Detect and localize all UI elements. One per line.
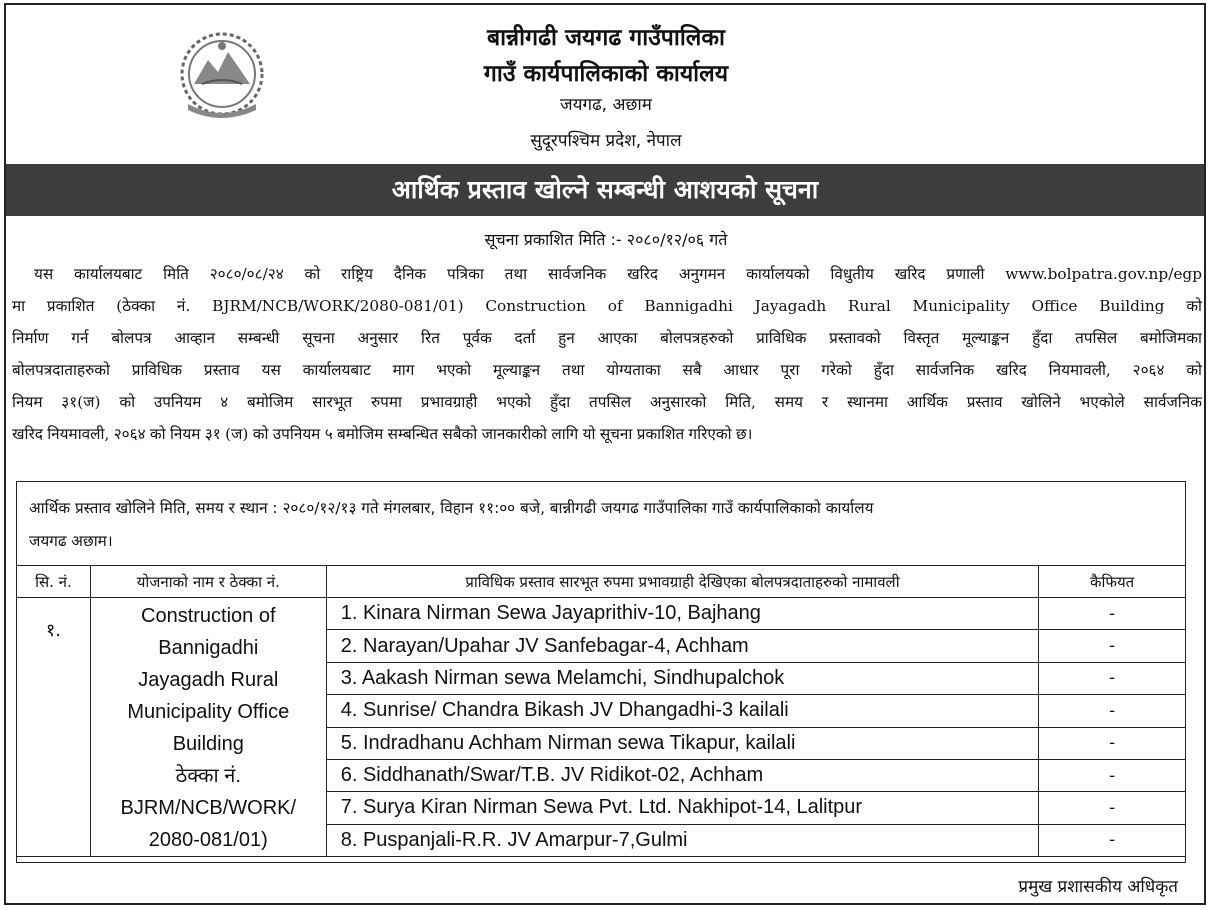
signatory-title: प्रमुख प्रशासकीय अधिकृत [1018, 877, 1178, 897]
table-header-row [17, 566, 1186, 598]
opening-details-box [16, 481, 1186, 863]
bidder-remark: - [1039, 759, 1186, 791]
bidder-remark: - [1039, 792, 1186, 824]
province-country: सुदूरपश्चिम प्रदेश, नेपाल [530, 131, 682, 151]
bidder-remark: - [1039, 824, 1186, 856]
col-header-remarks: कैफियत [1039, 566, 1186, 598]
project-line: Building [172, 733, 244, 755]
bidder-remark: - [1039, 727, 1186, 759]
bidder-name: 6. Siddhanath/Swar/T.B. JV Ridikot-02, Achham [326, 759, 1039, 791]
project-line: ठेक्का नं. [175, 765, 241, 787]
bidder-name: 1. Kinara Nirman Sewa Jayaprithiv-10, Bajhang [326, 598, 1039, 630]
office-location: जयगढ, अछाम [560, 95, 652, 115]
project-line: Jayagadh Rural [138, 669, 279, 691]
table-row [17, 598, 1186, 630]
bidder-remark: - [1039, 662, 1186, 694]
serial-number: १. [17, 598, 91, 857]
body-line: खरिद नियमावली, २०६४ को नियम ३१ (ज) को उपनियम ५ बमोजिम सम्बन्धित सबैको जानकारीको लागि यो सूचना प्रकाशित गरिएको छ। [12, 425, 753, 443]
bidder-name: 5. Indradhanu Achham Nirman sewa Tikapur, kailali [326, 727, 1039, 759]
bidders-table [16, 565, 1186, 857]
bidder-remark: - [1039, 630, 1186, 662]
bidder-remark: - [1039, 695, 1186, 727]
project-name [90, 598, 326, 857]
bidder-name: 4. Sunrise/ Chandra Bikash JV Dhangadhi-3 kailali [326, 695, 1039, 727]
bidder-remark: - [1039, 598, 1186, 630]
opening-line: आर्थिक प्रस्ताव खोलिने मिति, समय र स्थान : २०८०/१२/१३ गते मंगलबार, विहान ११:०० बजे, बान्नीगढी जयगढ गाउँपालिका गाउँ कार्यपालिकाको कार्यालय [29, 499, 874, 517]
bidder-name: 7. Surya Kiran Nirman Sewa Pvt. Ltd. Nakhipot-14, Lalitpur [326, 792, 1039, 824]
body-line: निर्माण गर्न बोलपत्र आव्हान सम्बन्धी सूचना अनुसार रित पूर्वक दर्ता हुन आएका बोलपत्रहरुको प्राविधिक प्रस्तावको विस्तृत मूल्याङ्कन हुँदा तपसिल बमोजिमका [12, 329, 1202, 347]
project-line: 2080-081/01) [148, 829, 268, 851]
municipality-name: बान्नीगढी जयगढ गाउँपालिका [486, 25, 726, 51]
body-line: मा प्रकाशित (ठेक्का नं. BJRM/NCB/WORK/2080-081/01) Construction of Bannigadhi Jayagadh Rural Municipality Office Building को [12, 297, 1202, 315]
published-date: सूचना प्रकाशित मिति :- २०८०/१२/०६ गते [484, 230, 728, 249]
body-line: यस कार्यालयबाट मिति २०८०/०८/२४ को राष्ट्रिय दैनिक पत्रिका तथा सार्वजनिक खरिद अनुगमन कार्यालयको विधुतीय खरिद प्रणाली www.bolpatra.gov.np/egp [34, 265, 1202, 283]
project-line: Bannigadhi [158, 637, 259, 659]
col-header-serial: सि. नं. [17, 566, 91, 598]
bidder-name: 2. Narayan/Upahar JV Sanfebagar-4, Achham [326, 630, 1039, 662]
opening-schedule [29, 492, 1179, 558]
opening-line: जयगढ अछाम। [29, 532, 113, 550]
col-header-project: योजनाको नाम र ठेक्का नं. [90, 566, 326, 598]
bidder-name: 3. Aakash Nirman sewa Melamchi, Sindhupalchok [326, 662, 1039, 694]
notice-title: आर्थिक प्रस्ताव खोल्ने सम्बन्धी आशयको सूचना [6, 164, 1204, 216]
col-header-bidders: प्राविधिक प्रस्ताव सारभूत रुपमा प्रभावग्राही देखिएका बोलपत्रदाताहरुको नामावली [326, 566, 1039, 598]
body-line: नियम ३१(ज) को उपनियम ४ बमोजिम सारभूत रुपमा प्रभावग्राही भएको हुँदा तपसिल अनुसारको मिति, समय र स्थानमा आर्थिक प्रस्ताव खोलिने भएकोले सार्वजनिक [12, 393, 1202, 411]
project-line: BJRM/NCB/WORK/ [120, 797, 297, 819]
notice-body [12, 258, 1202, 450]
bidder-name: 8. Puspanjali-R.R. JV Amarpur-7,Gulmi [326, 824, 1039, 856]
project-line: Construction of [141, 605, 276, 627]
office-name: गाउँ कार्यपालिकाको कार्यालय [483, 61, 729, 87]
body-line: बोलपत्रदाताहरुको प्राविधिक प्रस्ताव यस कार्यालयबाट माग भएको मूल्याङ्कन तथा योग्यताका सबै आधार पूरा गरेको हुँदा सार्वजनिक खरिद नियमावली, २०६४ को [12, 361, 1202, 379]
project-line: Municipality Office [127, 701, 290, 723]
